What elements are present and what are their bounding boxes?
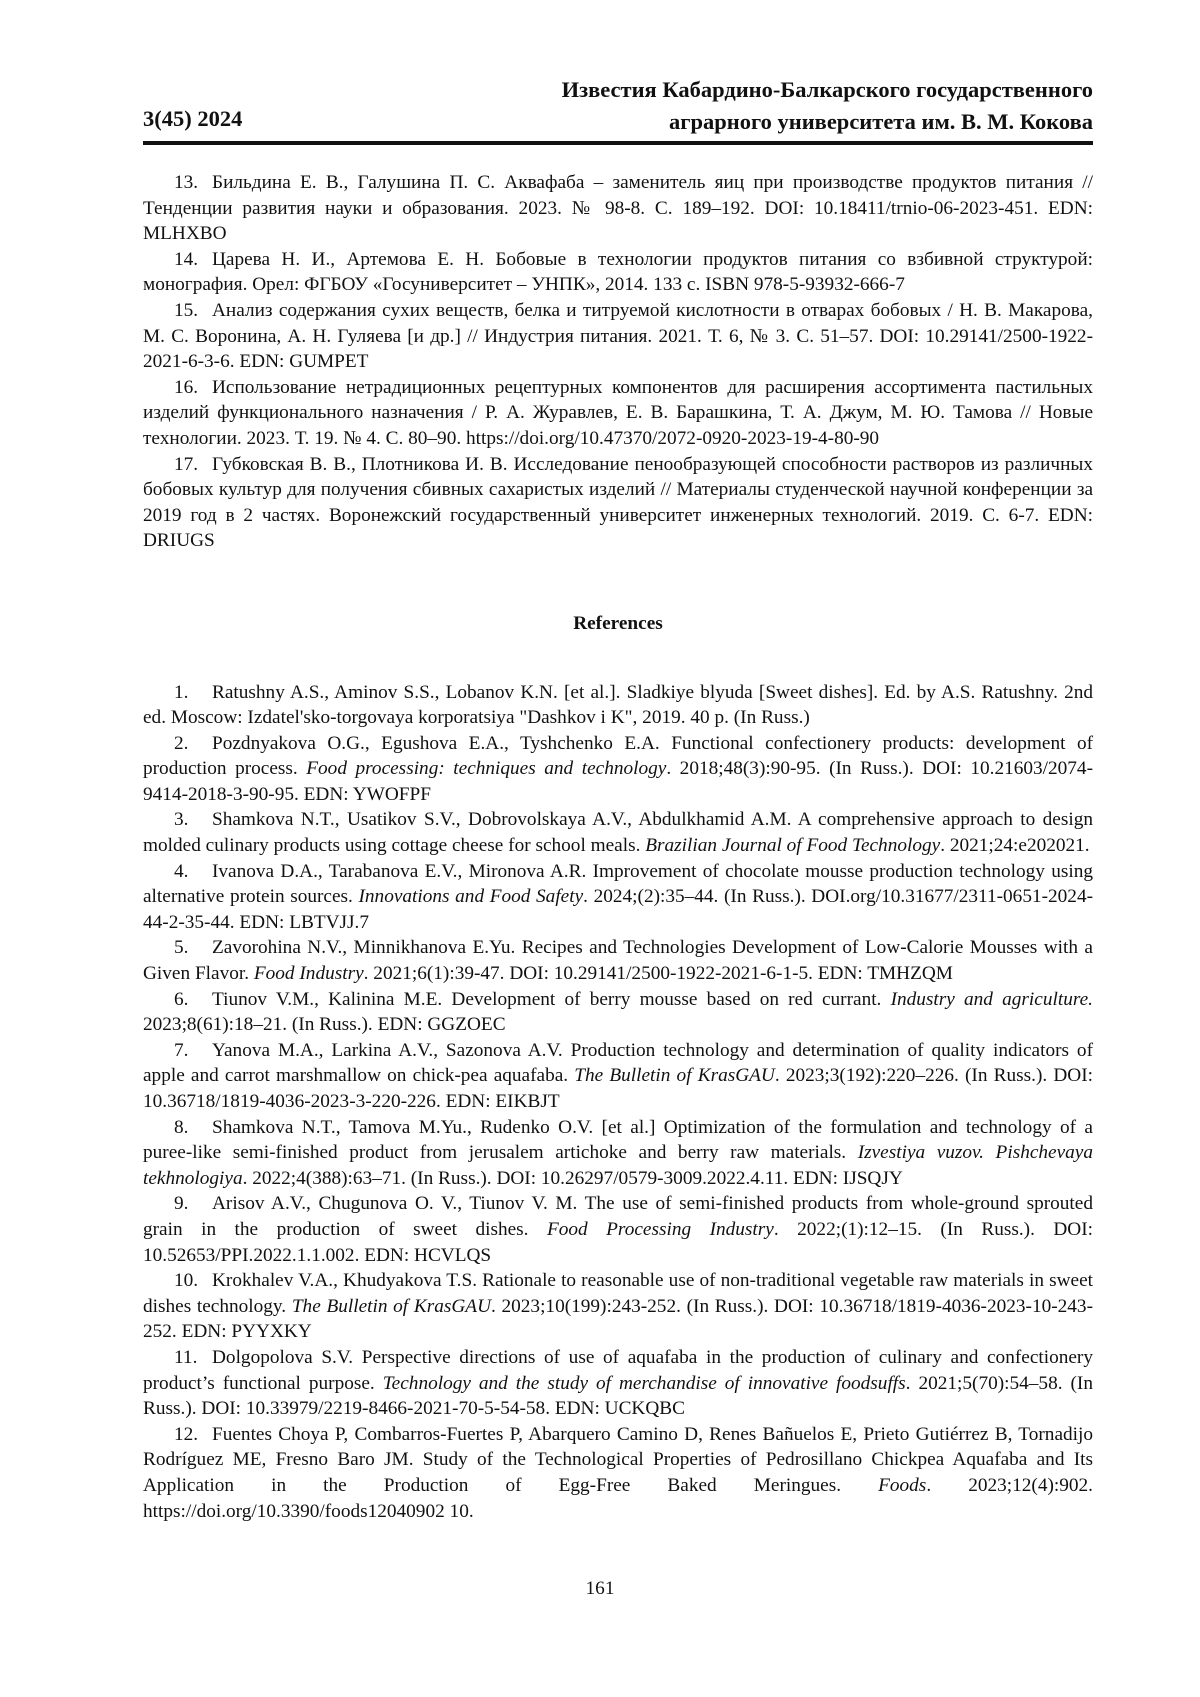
reference-number: 15. — [174, 298, 212, 324]
reference-number: 3. — [174, 807, 212, 833]
reference-item — [143, 170, 1093, 247]
page-number: 161 — [0, 1578, 1200, 1600]
reference-number: 2. — [174, 731, 212, 757]
reference-source: Technology and the study of merchandise of innovative foodsuffs — [383, 1373, 906, 1394]
references-content — [143, 170, 1093, 1524]
reference-number: 9. — [174, 1191, 212, 1217]
reference-details: . 2024;(2):35–44. (In Russ.). DOI.org/10.31677/2311-0651-2024-44-2-35-44. EDN: LBTVJJ.7 — [143, 886, 1093, 933]
reference-text: Бильдина Е. В., Галушина П. С. Аквафаба – заменитель яиц при производстве продуктов питания // Тенденции развития науки и образования. 2023. № 98-8. С. 189–192. DOI: 10.18411/trnio-06-2023-451. EDN: MLHXBO — [143, 172, 1093, 244]
references-heading: References — [143, 611, 1093, 637]
reference-number: 10. — [174, 1268, 212, 1294]
reference-text: Tiunov V.M., Kalinina M.E. Development of berry mousse based on red currant. — [212, 989, 891, 1010]
reference-text: Анализ содержания сухих веществ, белка и титруемой кислотности в отварах бобовых / Н. В. Макарова, М. С. Воронина, А. Н. Гуляева [и др.] // Индустрия питания. 2021. Т. 6, № 3. С. 51–57. DOI: 10.29141/2500-1922-2021-6-3-6. EDN: GUMPET — [143, 300, 1093, 372]
reference-text: Fuentes Choya P, Combarros-Fuertes P, Abarquero Camino D, Renes Bañuelos E, Prieto Gutiérrez B, Tornadijo Rodríguez ME, Fresno Baro JM. Study of the Technological Properties of Pedrosillano Chickpea Aquafaba and Its Application in the Production of Egg-Free Baked Meringues. — [143, 1424, 1093, 1496]
journal-title — [562, 74, 1093, 138]
reference-details: 2023;8(61):18–21. (In Russ.). EDN: GGZOEC — [143, 1014, 506, 1035]
reference-details: . 2022;4(388):63–71. (In Russ.). DOI: 10.26297/0579-3009.2022.4.11. EDN: IJSQJY — [243, 1168, 903, 1189]
reference-number: 5. — [174, 935, 212, 961]
reference-number: 7. — [174, 1038, 212, 1064]
reference-text: Shamkova N.T., Tamova M.Yu., Rudenko O.V. [et al.] Optimization of the formulation and technology of a puree-like semi-finished product from jerusalem artichoke and berry raw materials. — [143, 1117, 1093, 1164]
reference-item — [143, 1038, 1093, 1115]
reference-text: Arisov A.V., Chugunova O. V., Tiunov V. M. The use of semi-finished products from whole-ground sprouted grain in the production of sweet dishes. — [143, 1193, 1093, 1240]
reference-details: . 2022;(1):12–15. (In Russ.). DOI: 10.52653/PPI.2022.1.1.002. EDN: HCVLQS — [143, 1219, 1093, 1266]
reference-item — [143, 452, 1093, 554]
reference-number: 8. — [174, 1115, 212, 1141]
reference-details: . 2023;10(199):243-252. (In Russ.). DOI: 10.36718/1819-4036-2023-10-243-252. EDN: PYYXKY — [143, 1296, 1093, 1343]
reference-number: 13. — [174, 170, 212, 196]
reference-item — [143, 1115, 1093, 1192]
reference-details: . 2021;24:e202021. — [940, 835, 1089, 856]
reference-item — [143, 987, 1093, 1038]
reference-text: Dolgopolova S.V. Perspective directions of use of aquafaba in the production of culinary and confectionery product’s functional purpose. — [143, 1347, 1093, 1394]
reference-item — [143, 247, 1093, 298]
reference-item — [143, 298, 1093, 375]
reference-item — [143, 375, 1093, 452]
english-reference-list — [143, 680, 1093, 1525]
reference-source: Izvestiya vuzov. Pishchevaya tekhnologiya — [143, 1142, 1093, 1189]
reference-text: Царева Н. И., Артемова Е. Н. Бобовые в технологии продуктов питания со взбивной структурой: монография. Орел: ФГБОУ «Госуниверситет – УНПК», 2014. 133 с. ISBN 978-5-93932-666-7 — [143, 249, 1093, 296]
reference-text: Губковская В. В., Плотникова И. В. Исследование пенообразующей способности растворов из различных бобовых культур для получения сбивных сахаристых изделий // Материалы студенческой научной конференции за 2019 год в 2 частях. Воронежский государственный университет инженерных технологий. 2019. С. 6-7. EDN: DRIUGS — [143, 454, 1093, 552]
reference-item — [143, 1268, 1093, 1345]
reference-number: 1. — [174, 680, 212, 706]
reference-number: 16. — [174, 375, 212, 401]
reference-item — [143, 1422, 1093, 1524]
reference-details: . 2021;5(70):54–58. (In Russ.). DOI: 10.33979/2219-8466-2021-70-5-54-58. EDN: UCKQBC — [143, 1373, 1093, 1420]
reference-details: . 2021;6(1):39-47. DOI: 10.29141/2500-1922-2021-6-1-5. EDN: TMHZQM — [364, 963, 953, 984]
reference-number: 14. — [174, 247, 212, 273]
reference-item — [143, 935, 1093, 986]
reference-source: The Bulletin of KrasGAU — [292, 1296, 491, 1317]
reference-text: Ratushny A.S., Aminov S.S., Lobanov K.N. [et al.]. Sladkiye blyuda [Sweet dishes]. Ed. by A.S. Ratushny. 2nd ed. Moscow: Izdatel'sko-torgovaya korporatsiya "Dashkov i K", 2019. 40 p. (In Russ.) — [143, 682, 1093, 729]
reference-number: 6. — [174, 987, 212, 1013]
reference-text: Shamkova N.T., Usatikov S.V., Dobrovolskaya A.V., Abdulkhamid A.M. A comprehensive approach to design molded culinary products using cottage cheese for school meals. — [143, 809, 1093, 856]
reference-source: Brazilian Journal of Food Technology — [645, 835, 940, 856]
reference-source: Foods — [878, 1475, 926, 1496]
reference-text: Pozdnyakova O.G., Egushova E.A., Tyshchenko E.A. Functional confectionery products: development of production process. — [143, 733, 1093, 780]
reference-item — [143, 859, 1093, 936]
reference-text: Zavorohina N.V., Minnikhanova E.Yu. Recipes and Technologies Development of Low-Calorie Mousses with a Given Flavor. — [143, 937, 1093, 984]
reference-number: 17. — [174, 452, 212, 478]
reference-item — [143, 680, 1093, 731]
reference-source: The Bulletin of KrasGAU — [574, 1065, 775, 1086]
reference-text: Yanova M.A., Larkina A.V., Sazonova A.V. Production technology and determination of quality indicators of apple and carrot marshmallow on chick-pea aquafaba. — [143, 1040, 1093, 1087]
russian-reference-list — [143, 170, 1093, 554]
reference-details: . 2018;48(3):90-95. (In Russ.). DOI: 10.21603/2074-9414-2018-3-90-95. EDN: YWOFPF — [143, 758, 1093, 805]
issue-number: 3(45) 2024 — [143, 106, 242, 132]
reference-item — [143, 1191, 1093, 1268]
reference-item — [143, 1345, 1093, 1422]
journal-title-line-1: Известия Кабардино-Балкарского государственного — [562, 74, 1093, 106]
reference-source: Food processing: techniques and technology — [306, 758, 666, 779]
header-rule — [143, 141, 1093, 145]
reference-details: . 2023;12(4):902. https://doi.org/10.3390/foods12040902 10. — [143, 1475, 1093, 1522]
reference-source: Industry and agriculture. — [891, 989, 1093, 1010]
reference-item — [143, 731, 1093, 808]
reference-source: Food Processing Industry — [547, 1219, 774, 1240]
reference-item — [143, 807, 1093, 858]
running-header — [143, 74, 1093, 140]
reference-text: Использование нетрадиционных рецептурных компонентов для расширения ассортимента пастильных изделий функционального назначения / Р. А. Журавлев, Е. В. Барашкина, Т. А. Джум, М. Ю. Тамова // Новые технологии. 2023. Т. 19. № 4. С. 80–90. https://doi.org/10.47370/2072-0920-2023-19-4-80-90 — [143, 377, 1093, 449]
reference-number: 11. — [174, 1345, 212, 1371]
reference-details: . 2023;3(192):220–226. (In Russ.). DOI: 10.36718/1819-4036-2023-3-220-226. EDN: EIKBJT — [143, 1065, 1093, 1112]
journal-title-line-2: аграрного университета им. В. М. Кокова — [562, 106, 1093, 138]
reference-text: Krokhalev V.A., Khudyakova T.S. Rationale to reasonable use of non-traditional vegetable raw materials in sweet dishes technology. — [143, 1270, 1093, 1317]
reference-text: Ivanova D.A., Tarabanova E.V., Mironova A.R. Improvement of chocolate mousse production technology using alternative protein sources. — [143, 861, 1093, 908]
reference-source: Innovations and Food Safety — [359, 886, 584, 907]
reference-number: 12. — [174, 1422, 212, 1448]
document-page — [0, 0, 1200, 1697]
reference-number: 4. — [174, 859, 212, 885]
reference-source: Food Industry — [254, 963, 364, 984]
